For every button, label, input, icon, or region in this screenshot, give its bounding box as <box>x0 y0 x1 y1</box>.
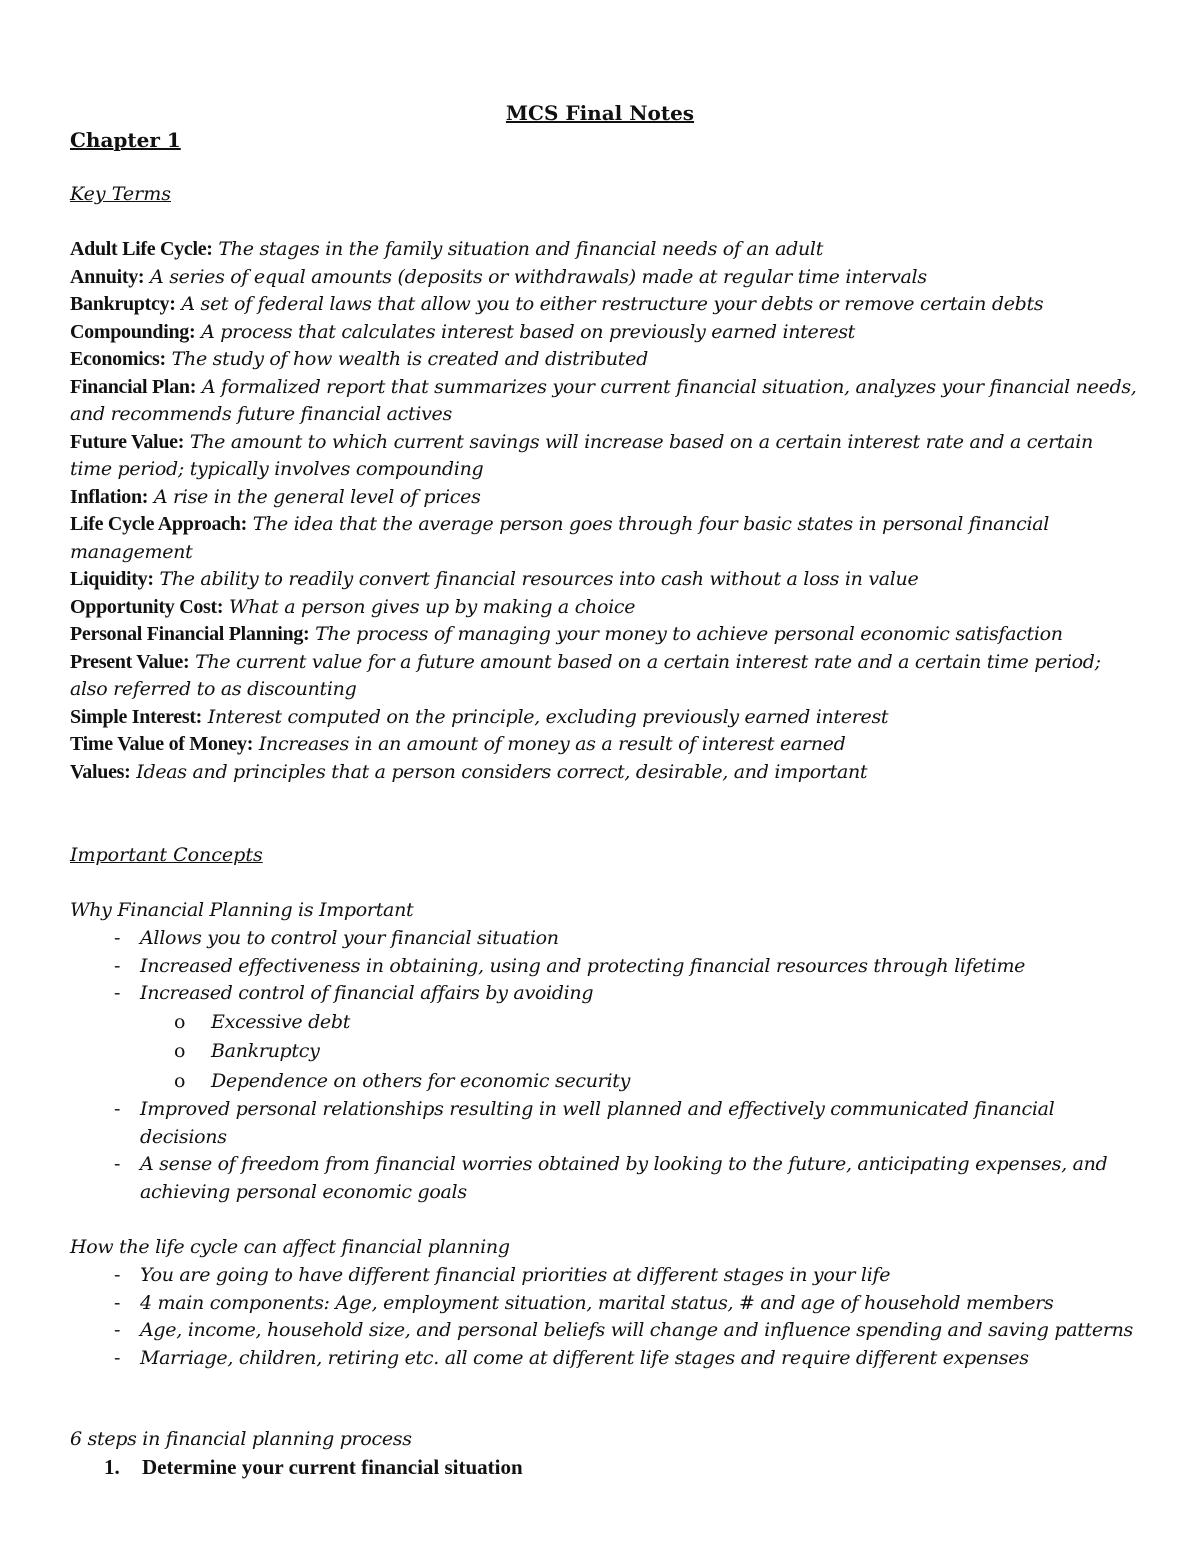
list-item-text: A sense of freedom from financial worries obtained by looking to the future, anticipating expenses, and achieving personal economic goals <box>140 1153 1108 1203</box>
sub-list-item-text: Excessive debt <box>211 1010 351 1033</box>
term-definition: Increases in an amount of money as a result of interest earned <box>253 733 846 755</box>
term-entry <box>70 759 1140 787</box>
key-terms-label: Key Terms <box>70 183 171 205</box>
term-definition: The ability to readily convert financial resources into cash without a loss in value <box>153 568 919 590</box>
list-item <box>70 980 1140 1008</box>
term-name: Time Value of Money: <box>70 733 254 755</box>
term-entry <box>70 319 1140 347</box>
list-item-text: Increased control of financial affairs by avoiding <box>140 982 594 1004</box>
term-name: Future Value: <box>70 430 185 453</box>
term-entry <box>70 566 1140 594</box>
sub-list-item <box>70 1067 1140 1097</box>
bullet-dash: - <box>114 954 121 977</box>
term-definition: The process of managing your money to achieve personal economic satisfaction <box>309 623 1063 645</box>
term-name: Adult Life Cycle: <box>70 238 213 260</box>
term-entry <box>70 594 1140 622</box>
term-definition: The amount to which current savings will increase based on a certain interest rate and a certain time period; typically involves compounding <box>70 430 1093 480</box>
concept-list-life-cycle <box>70 1262 1140 1372</box>
sub-list-item <box>70 1037 1140 1067</box>
sub-list-item <box>70 1008 1140 1038</box>
term-entry <box>70 429 1140 484</box>
list-item <box>70 925 1140 953</box>
term-name: Bankruptcy: <box>70 293 176 315</box>
term-name: Inflation: <box>70 485 149 508</box>
step-number: 1. <box>104 1455 120 1479</box>
term-definition: A rise in the general level of prices <box>148 485 481 508</box>
list-item-text: You are going to have different financial priorities at different stages in your life <box>140 1264 891 1286</box>
term-entry <box>70 511 1140 566</box>
term-entry <box>70 346 1140 374</box>
term-definition: The current value for a future amount based on a certain interest rate and a certain time period; also referred to as discounting <box>70 650 1101 700</box>
term-definition: What a person gives up by making a choice <box>223 595 636 618</box>
bullet-dash: - <box>114 982 121 1004</box>
bullet-dash: - <box>114 1346 121 1369</box>
term-name: Simple Interest: <box>70 705 203 728</box>
concept-heading-life-cycle: How the life cycle can affect financial planning <box>70 1236 510 1258</box>
bullet-dash: - <box>114 1153 121 1175</box>
list-item-text: 4 main components: Age, employment situation, marital status, # and age of household members <box>140 1291 1054 1314</box>
term-definition: A set of federal laws that allow you to either restructure your debts or remove certain debts <box>175 293 1044 315</box>
term-entry <box>70 264 1140 292</box>
term-entry <box>70 621 1140 649</box>
term-entry <box>70 374 1140 429</box>
sub-bullet: o <box>174 1040 186 1062</box>
term-definition: A process that calculates interest based on previously earned interest <box>195 320 855 343</box>
term-entry <box>70 704 1140 732</box>
list-item-text: Marriage, children, retiring etc. all come at different life stages and require different expenses <box>140 1346 1029 1369</box>
term-entry <box>70 236 1140 264</box>
important-concepts-label: Important Concepts <box>70 844 263 866</box>
list-item <box>70 1317 1140 1345</box>
term-name: Values: <box>70 760 131 783</box>
bullet-dash: - <box>114 1319 121 1341</box>
bullet-dash: - <box>114 1291 121 1314</box>
term-entry <box>70 649 1140 704</box>
key-terms-list <box>70 236 1140 786</box>
sub-list-item-text: Dependence on others for economic security <box>211 1069 631 1092</box>
term-definition: Interest computed on the principle, excluding previously earned interest <box>202 705 889 728</box>
bullet-dash: - <box>114 1098 121 1120</box>
sub-bullet: o <box>174 1010 186 1033</box>
term-entry <box>70 291 1140 319</box>
term-name: Personal Financial Planning: <box>70 623 310 645</box>
chapter-heading: Chapter 1 <box>70 128 181 152</box>
list-item <box>70 1096 1140 1151</box>
term-name: Present Value: <box>70 650 190 673</box>
list-item <box>70 1345 1140 1373</box>
list-item-text: Age, income, household size, and personal beliefs will change and influence spending and saving patterns <box>140 1319 1134 1341</box>
bullet-dash: - <box>114 1264 121 1286</box>
list-item-text: Improved personal relationships resulting in well planned and effectively communicated financial decisions <box>140 1098 1055 1148</box>
list-item <box>70 1151 1140 1206</box>
concept-list-why <box>70 925 1140 1206</box>
term-definition: The idea that the average person goes through four basic states in personal financial management <box>70 513 1050 563</box>
term-name: Compounding: <box>70 320 196 343</box>
list-item <box>70 1262 1140 1290</box>
list-item <box>70 1290 1140 1318</box>
term-definition: The study of how wealth is created and distributed <box>165 348 648 370</box>
term-definition: Ideas and principles that a person considers correct, desirable, and important <box>130 760 868 783</box>
concept-heading-why: Why Financial Planning is Important <box>70 899 414 921</box>
term-definition: A formalized report that summarizes your current financial situation, analyzes your financial needs, and recommends future financial actives <box>70 375 1137 425</box>
term-definition: A series of equal amounts (deposits or withdrawals) made at regular time intervals <box>144 265 927 288</box>
sub-list-item-text: Bankruptcy <box>211 1040 320 1062</box>
term-name: Opportunity Cost: <box>70 595 224 618</box>
term-name: Economics: <box>70 348 166 370</box>
term-definition: The stages in the family situation and financial needs of an adult <box>212 238 824 260</box>
bullet-dash: - <box>114 927 121 949</box>
term-entry <box>70 484 1140 512</box>
list-item-text: Allows you to control your financial situation <box>140 927 559 949</box>
document-title: MCS Final Notes <box>505 101 695 125</box>
concept-heading-steps: 6 steps in financial planning process <box>70 1428 412 1450</box>
sub-bullet: o <box>174 1069 186 1092</box>
list-item <box>70 953 1140 981</box>
term-name: Annuity: <box>70 265 145 288</box>
term-name: Life Cycle Approach: <box>70 513 247 535</box>
step-text: Determine your current financial situation <box>142 1455 523 1479</box>
term-entry <box>70 731 1140 759</box>
term-name: Liquidity: <box>70 568 154 590</box>
list-item-text: Increased effectiveness in obtaining, using and protecting financial resources through lifetime <box>140 954 1026 977</box>
term-name: Financial Plan: <box>70 375 197 398</box>
